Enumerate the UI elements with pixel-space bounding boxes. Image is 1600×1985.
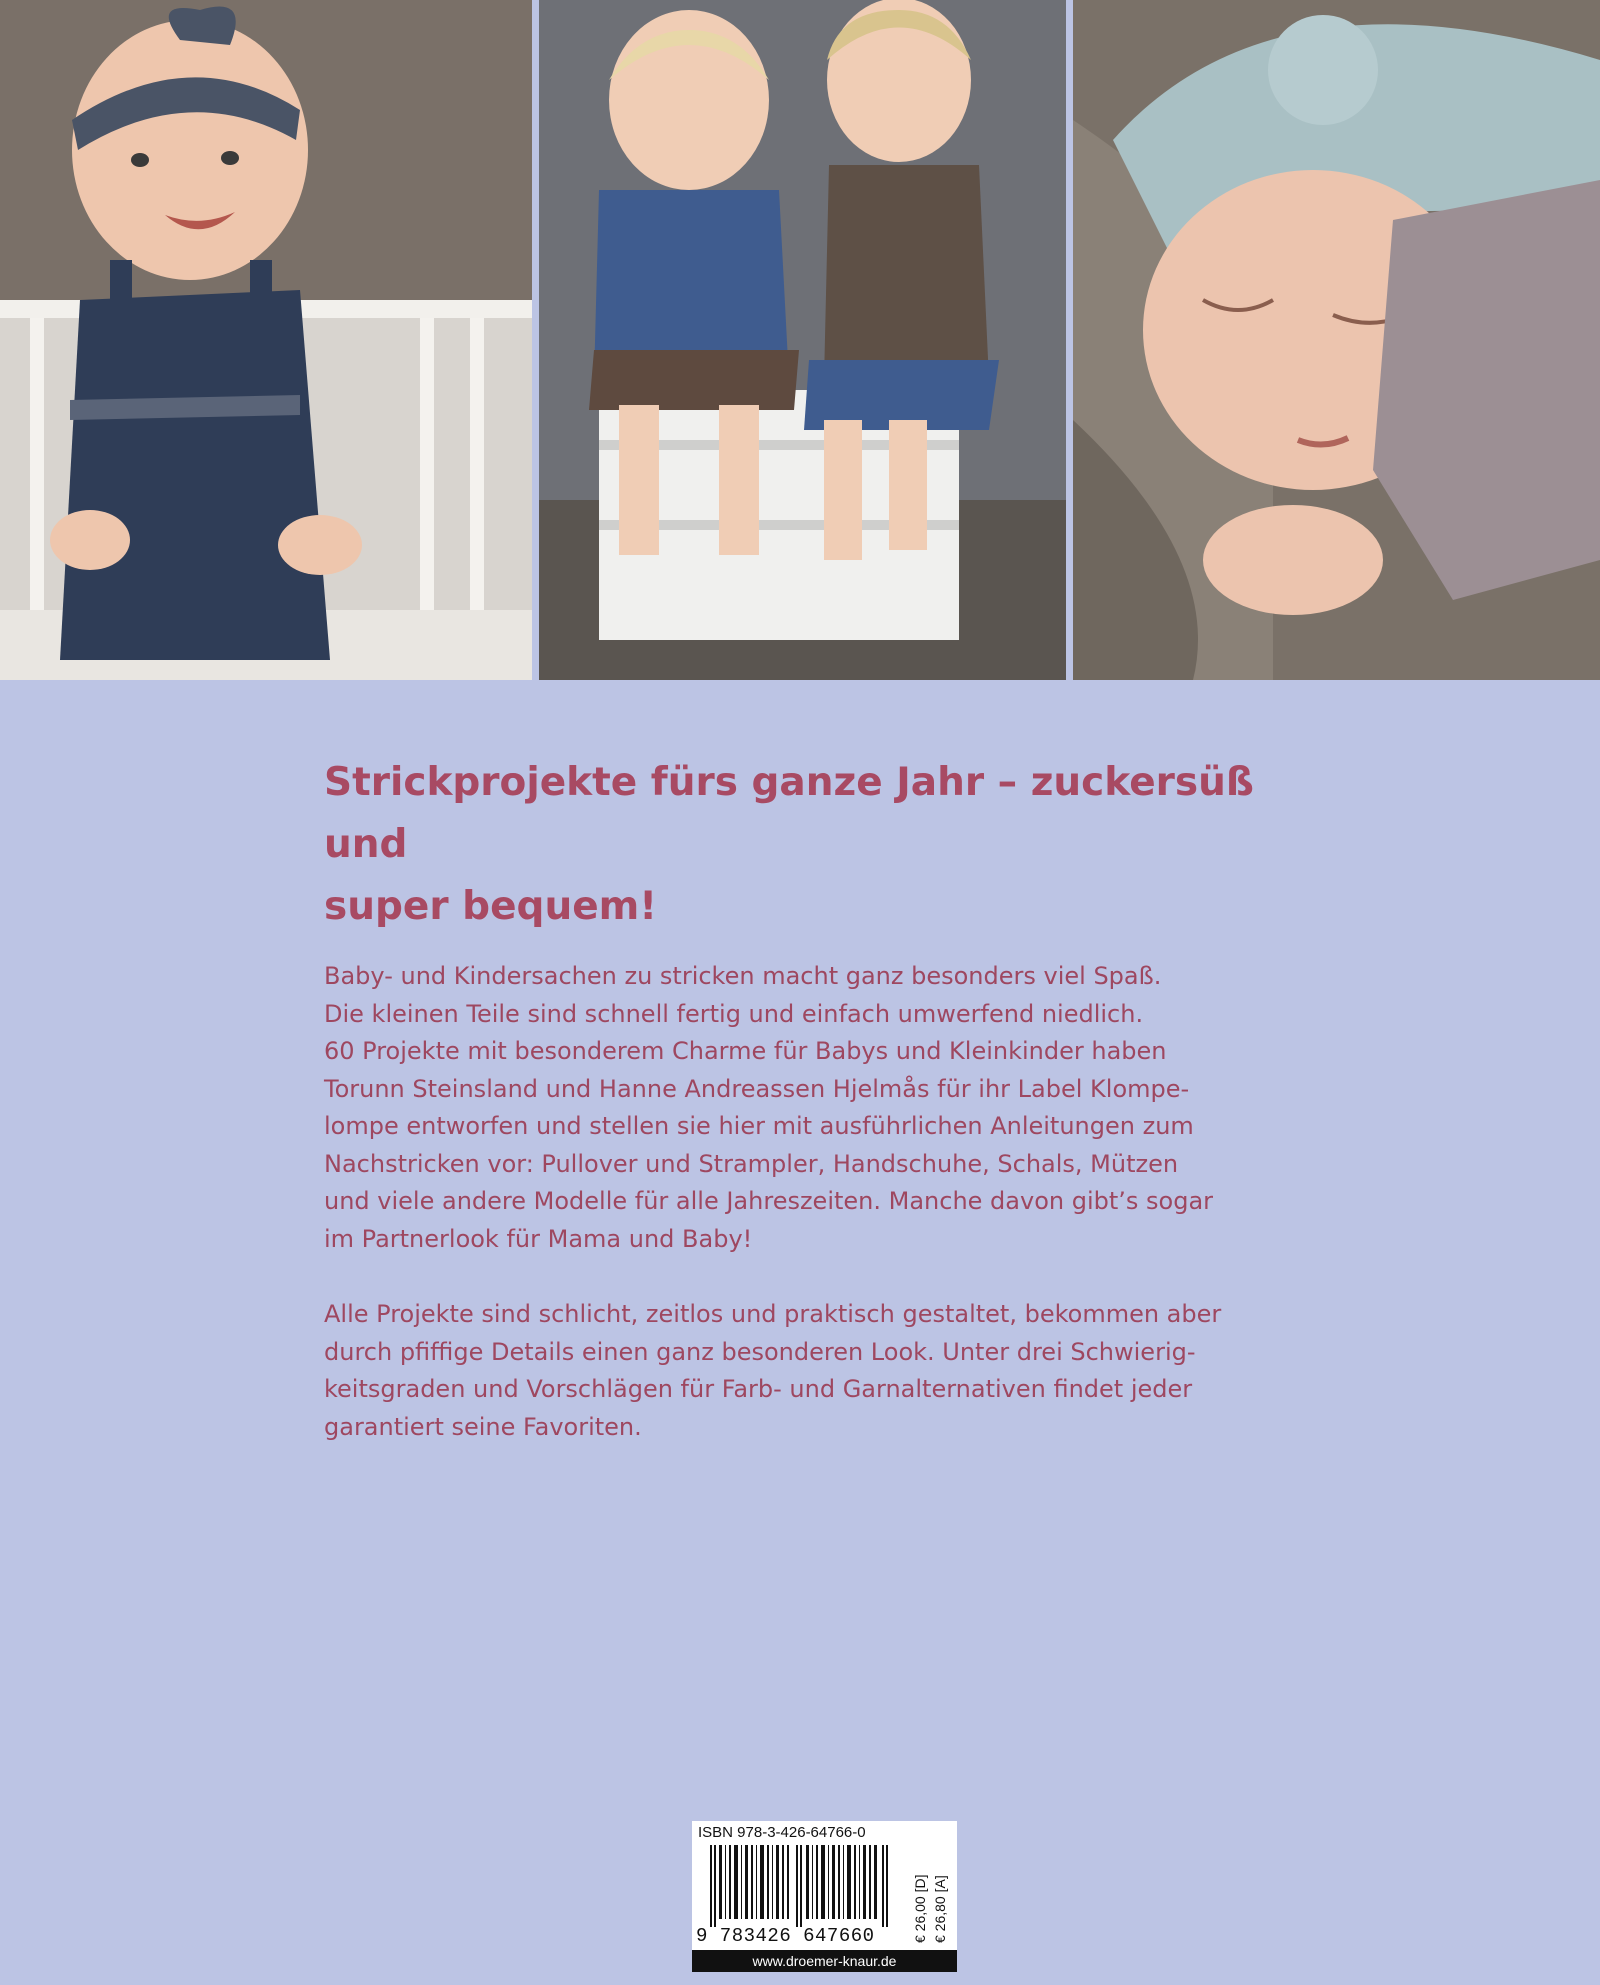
photo-toddlers-crate	[539, 0, 1066, 680]
price-germany: € 26,00 [D]	[912, 1874, 928, 1943]
photo-icon	[539, 0, 1066, 680]
headline-line: Strickprojekte fürs ganze Jahr – zuckersüß und	[324, 760, 1254, 867]
text-line: lompe entworfen und stellen sie hier mit ausführlichen Anleitungen zum	[324, 1112, 1194, 1140]
paragraph-intro	[324, 958, 1314, 1258]
barcode-box	[692, 1821, 957, 1972]
text-line: Nachstricken vor: Pullover und Strampler, Handschuhe, Schals, Mützen	[324, 1149, 1179, 1178]
text-line: Die kleinen Teile sind schnell fertig und einfach umwerfend niedlich.	[324, 999, 1144, 1028]
headline	[324, 752, 1314, 938]
text-line: durch pfiffige Details einen ganz besonderen Look. Unter drei Schwierig-	[324, 1337, 1196, 1366]
photo-baby-romper	[0, 0, 532, 680]
photo-sleeping-baby	[1073, 0, 1600, 680]
isbn-label: ISBN 978-3-426-64766-0	[698, 1824, 866, 1841]
text-line: keitsgraden und Vorschlägen für Farb- und Garnalternativen findet jeder	[324, 1375, 1193, 1403]
description-block	[324, 752, 1314, 1446]
barcode-icon	[696, 1845, 906, 1927]
paragraph-details	[324, 1296, 1314, 1446]
photo-icon	[0, 0, 532, 680]
photo-strip	[0, 0, 1600, 680]
publisher-website[interactable]: www.droemer-knaur.de	[692, 1950, 957, 1972]
headline-line: super bequem!	[324, 884, 658, 929]
text-line: im Partnerlook für Mama und Baby!	[324, 1224, 753, 1253]
price-austria: € 26,80 [A]	[932, 1875, 948, 1943]
text-line: Baby- und Kindersachen zu stricken macht ganz besonders viel Spaß.	[324, 962, 1162, 990]
price-block	[908, 1843, 954, 1943]
text-line: und viele andere Modelle für alle Jahreszeiten. Manche davon gibt’s sogar	[324, 1187, 1214, 1215]
barcode-digits: 9 783426 647660	[696, 1925, 875, 1947]
text-line: Alle Projekte sind schlicht, zeitlos und praktisch gestaltet, bekommen aber	[324, 1300, 1222, 1328]
text-line: Torunn Steinsland und Hanne Andreassen Hjelmås für ihr Label Klompe-	[324, 1074, 1190, 1103]
photo-icon	[1073, 0, 1600, 680]
text-line: 60 Projekte mit besonderem Charme für Babys und Kleinkinder haben	[324, 1037, 1167, 1065]
text-line: garantiert seine Favoriten.	[324, 1412, 642, 1441]
